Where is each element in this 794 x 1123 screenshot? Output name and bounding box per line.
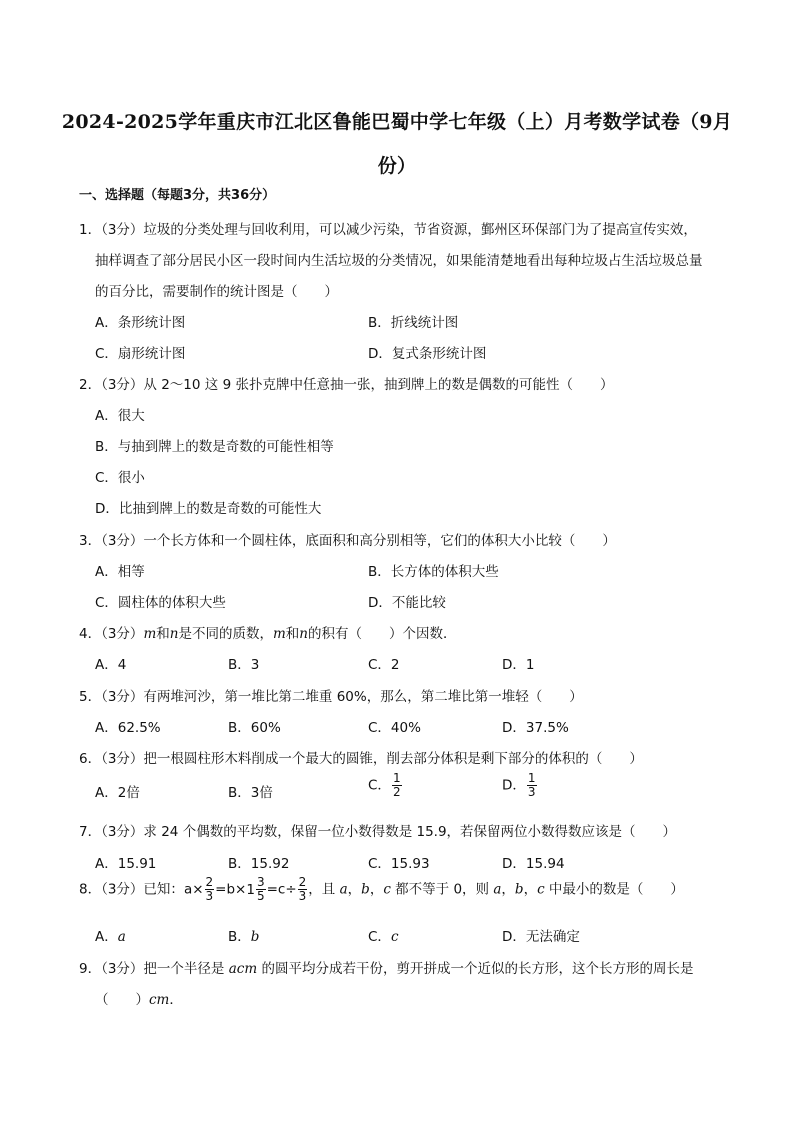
q8-option-b-label: B． xyxy=(228,929,251,945)
q8-option-c-label: C． xyxy=(368,929,391,945)
q4-text: 和 xyxy=(156,626,170,642)
q8-text: 中最小的数是（ ） xyxy=(544,881,684,898)
q5-option-b: B．60% xyxy=(228,720,281,736)
q2-option-b: B．与抽到牌上的数是奇数的可能性相等 xyxy=(95,439,334,455)
q7-option-a: A．15.91 xyxy=(95,856,157,872)
q8-expr: =c÷ xyxy=(266,881,297,898)
denominator: 2 xyxy=(392,785,401,799)
question-1-line-3: 的百分比，需要制作的统计图是（ ） xyxy=(95,284,338,300)
mixed-number xyxy=(246,876,266,903)
question-3: 3．（3分）一个长方体和一个圆柱体，底面积和高分别相等，它们的体积大小比较（ ） xyxy=(79,533,616,549)
q8-option-a-value: a xyxy=(117,929,126,945)
q8-comma: ， xyxy=(523,881,538,898)
q4-var-m: m xyxy=(143,626,157,642)
q4-var-m: m xyxy=(272,626,286,642)
question-5: 5．（3分）有两堆河沙，第一堆比第二堆重 60%，那么，第二堆比第一堆轻（ ） xyxy=(79,689,583,705)
q8-option-a xyxy=(95,925,126,945)
q4-text: 的积有（ ）个因数． xyxy=(307,626,457,642)
q6-option-d-label: D． xyxy=(502,777,526,794)
q8-prefix: 8．（3分）已知： xyxy=(79,881,184,898)
q4-var-n: n xyxy=(169,626,179,642)
question-4 xyxy=(79,622,456,642)
q4-text: 和 xyxy=(285,626,300,642)
q4-var-n: n xyxy=(299,626,308,642)
q3-option-b: B．长方体的体积大些 xyxy=(368,564,499,580)
q3-option-d: D．不能比较 xyxy=(368,595,446,611)
fraction xyxy=(205,876,215,903)
q1-option-a: A．条形统计图 xyxy=(95,315,186,331)
q6-option-b: B．3倍 xyxy=(228,785,273,801)
q9-unit: cm xyxy=(149,992,170,1008)
fraction xyxy=(527,772,537,799)
q8-expr: =b× xyxy=(215,881,247,898)
section-heading: 一、选择题（每题3分，共36分） xyxy=(79,188,276,203)
q8-option-b xyxy=(228,925,259,945)
q8-option-a-label: A． xyxy=(95,929,118,945)
q4-option-d: D．1 xyxy=(502,657,535,673)
q6-option-d xyxy=(502,772,538,799)
q6-option-c-label: C． xyxy=(368,777,391,794)
question-6: 6．（3分）把一根圆柱形木料削成一个最大的圆锥，削去部分体积是剩下部分的体积的（ ） xyxy=(79,751,643,767)
q8-var-a: a xyxy=(339,881,348,898)
q5-option-c: C．40% xyxy=(368,720,421,736)
q9-blank: （ ） xyxy=(95,992,149,1008)
q1-option-d: D．复式条形统计图 xyxy=(368,346,487,362)
question-8 xyxy=(79,876,684,903)
q1-option-c: C．扇形统计图 xyxy=(95,346,186,362)
numerator: 2 xyxy=(298,875,307,889)
q8-var-b: b xyxy=(514,881,524,898)
denominator: 5 xyxy=(256,889,265,903)
q5-option-d: D．37.5% xyxy=(502,720,569,736)
question-1-line-1: 1．（3分）垃圾的分类处理与回收利用，可以减少污染，节省资源，鄞州区环保部门为了提高宣传实效， xyxy=(79,222,697,238)
fraction xyxy=(298,876,308,903)
q2-option-a: A．很大 xyxy=(95,408,145,424)
q2-option-d: D．比抽到牌上的数是奇数的可能性大 xyxy=(95,501,322,517)
denominator: 3 xyxy=(527,785,536,799)
q8-option-d: D．无法确定 xyxy=(502,929,580,945)
q2-option-c: C．很小 xyxy=(95,470,145,486)
q8-var-b: b xyxy=(361,881,370,898)
q4-prefix: 4．（3分） xyxy=(79,626,144,642)
q8-text: 都不等于 0，则 xyxy=(390,881,494,898)
numerator: 2 xyxy=(205,875,214,889)
q8-option-c-value: c xyxy=(390,929,399,945)
question-2: 2．（3分）从 2～10 这 9 张扑克牌中任意抽一张，抽到牌上的数是偶数的可能性（ ） xyxy=(79,377,614,393)
q8-comma: ， xyxy=(369,881,384,898)
q1-option-b: B．折线统计图 xyxy=(368,315,459,331)
question-9-line-2 xyxy=(95,988,183,1008)
fraction xyxy=(392,772,402,799)
q7-option-c: C．15.93 xyxy=(368,856,430,872)
q7-option-d: D．15.94 xyxy=(502,856,565,872)
page-title: 2024-2025学年重庆市江北区鲁能巴蜀中学七年级（上）月考数学试卷（9月份） xyxy=(61,111,733,177)
q9-unit: cm xyxy=(236,961,258,977)
q6-option-c xyxy=(368,772,403,799)
denominator: 3 xyxy=(298,889,307,903)
numerator: 1 xyxy=(392,771,401,785)
q9-var-a: a xyxy=(228,961,237,977)
numerator: 3 xyxy=(256,875,265,889)
q7-option-b: B．15.92 xyxy=(228,856,290,872)
q8-var-a: a xyxy=(493,881,502,898)
q3-option-a: A．相等 xyxy=(95,564,145,580)
question-9-line-1 xyxy=(79,957,693,977)
q4-text: 是不同的质数， xyxy=(178,626,273,642)
q6-option-a: A．2倍 xyxy=(95,785,140,801)
q8-option-c xyxy=(368,925,399,945)
question-1-line-2: 抽样调查了部分居民小区一段时间内生活垃圾的分类情况，如果能清楚地看出每种垃圾占生活垃圾总量 xyxy=(95,253,703,269)
q4-option-a: A．4 xyxy=(95,657,127,673)
q8-text: ，且 xyxy=(308,881,340,898)
q8-var-c: c xyxy=(383,881,391,898)
denominator: 3 xyxy=(205,889,214,903)
fraction xyxy=(256,876,266,903)
q8-expr: a× xyxy=(183,881,204,898)
numerator: 1 xyxy=(527,771,536,785)
q9-text: 的圆平均分成若干份，剪开拼成一个近似的长方形，这个长方形的周长是 xyxy=(257,961,694,977)
q4-option-b: B．3 xyxy=(228,657,260,673)
question-7: 7．（3分）求 24 个偶数的平均数，保留一位小数得数是 15.9，若保留两位小数得数应该是（ ） xyxy=(79,824,677,840)
q4-option-c: C．2 xyxy=(368,657,400,673)
q9-prefix: 9．（3分）把一个半径是 xyxy=(79,961,229,977)
q8-comma: ， xyxy=(501,881,515,898)
q8-comma: ， xyxy=(347,881,362,898)
q5-option-a: A．62.5% xyxy=(95,720,161,736)
whole-part: 1 xyxy=(246,881,255,898)
q8-var-c: c xyxy=(537,881,545,898)
q9-period: ． xyxy=(169,992,183,1008)
q8-option-b-value: b xyxy=(250,929,260,945)
q3-option-c: C．圆柱体的体积大些 xyxy=(95,595,226,611)
